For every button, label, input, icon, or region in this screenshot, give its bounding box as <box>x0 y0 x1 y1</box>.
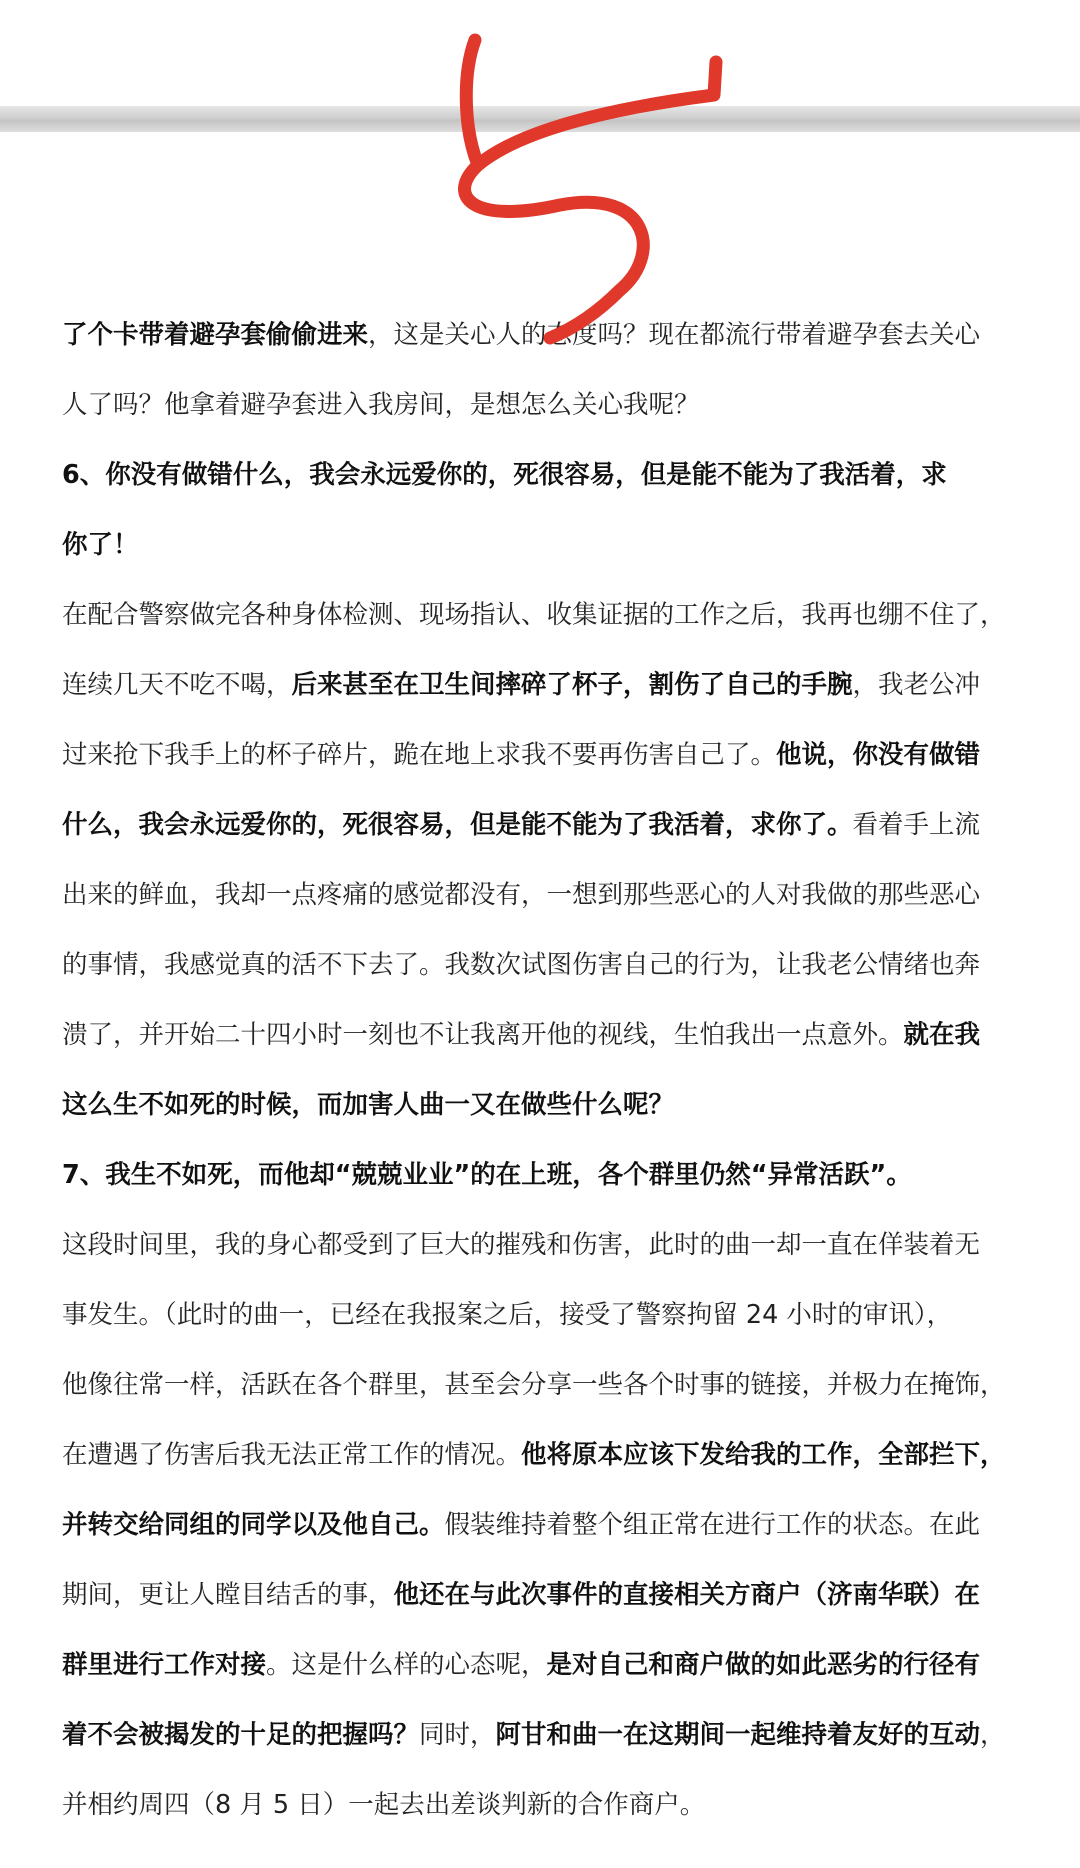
bold-text-segment: 什么，我会永远爱你的，死很容易，但是能不能为了我活着，求你了。 <box>62 810 853 840</box>
text-segment: ， <box>980 1720 1006 1750</box>
bold-text-segment: 6、你没有做错什么，我会永远爱你的，死很容易，但是能不能为了我活着，求 <box>62 460 947 490</box>
text-line <box>62 1420 1006 1490</box>
text-segment: 出来的鲜血，我却一点疼痛的感觉都没有，一想到那些恶心的人对我做的那些恶心 <box>62 880 981 910</box>
text-line <box>62 300 1002 370</box>
text-line <box>62 1630 1002 1700</box>
text-segment: 期间，更让人瞠目结舌的事， <box>62 1580 394 1610</box>
text-line <box>62 1210 1002 1280</box>
text-line <box>62 1140 1002 1210</box>
text-line <box>62 510 1002 580</box>
bold-text-segment: 这么生不如死的时候，而加害人曲一又在做些什么呢？ <box>62 1090 675 1120</box>
bold-text-segment: 就在我 <box>903 1020 981 1050</box>
page-divider <box>0 106 1080 132</box>
text-line <box>62 1280 1002 1350</box>
text-segment: 溃了，并开始二十四小时一刻也不让我离开他的视线，生怕我出一点意外。 <box>62 1020 904 1050</box>
text-segment: 在遭遇了伤害后我无法正常工作的情况。 <box>62 1440 522 1470</box>
text-segment: 的事情，我感觉真的活不下去了。我数次试图伤害自己的行为，让我老公情绪也奔 <box>62 950 981 980</box>
text-segment: ，我老公冲 <box>852 670 981 700</box>
text-line <box>62 370 1002 440</box>
bold-text-segment: 他说，你没有做错 <box>776 740 981 770</box>
bold-text-segment: 后来甚至在卫生间摔碎了杯子，割伤了自己的手腕 <box>291 670 853 700</box>
text-line <box>62 720 1002 790</box>
bold-text-segment: 了个卡带着避孕套偷偷进来 <box>62 320 369 350</box>
document-body <box>62 300 1006 1840</box>
text-segment: 同时， <box>419 1720 496 1750</box>
text-segment: 看着手上流 <box>852 810 981 840</box>
bold-text-segment: 7、我生不如死，而他却“兢兢业业”的在上班，各个群里仍然“异常活跃”。 <box>62 1160 912 1190</box>
bold-text-segment: 你了！ <box>62 530 139 560</box>
bold-text-segment: 着不会被揭发的十足的把握吗？ <box>62 1720 420 1750</box>
text-line <box>62 1000 1002 1070</box>
text-line <box>62 1560 1002 1630</box>
bold-text-segment: 阿甘和曲一在这期间一起维持着友好的互动 <box>495 1720 981 1750</box>
text-line <box>62 860 1002 930</box>
bold-text-segment: 并转交给同组的同学以及他自己。 <box>62 1510 445 1540</box>
text-segment: 连续几天不吃不喝， <box>62 670 292 700</box>
text-line <box>62 1770 1002 1840</box>
text-line <box>62 1350 1006 1420</box>
text-segment: 。这是什么样的心态呢， <box>266 1650 547 1680</box>
text-line <box>62 930 1002 1000</box>
text-line <box>62 790 1002 860</box>
text-segment: 事发生。（此时的曲一，已经在我报案之后，接受了警察拘留 24 小时的审讯）， <box>62 1300 953 1330</box>
bold-text-segment: 他还在与此次事件的直接相关方商户（济南华联）在 <box>393 1580 981 1610</box>
text-segment: 过来抢下我手上的杯子碎片，跪在地上求我不要再伤害自己了。 <box>62 740 777 770</box>
text-segment: 这段时间里，我的身心都受到了巨大的摧残和伤害，此时的曲一却一直在佯装着无 <box>62 1230 981 1260</box>
text-line <box>62 440 1002 510</box>
text-segment: 在配合警察做完各种身体检测、现场指认、收集证据的工作之后，我再也绷不住了， <box>62 600 1006 630</box>
text-line <box>62 650 1002 720</box>
text-segment: 假装维持着整个组正常在进行工作的状态。在此 <box>444 1510 981 1540</box>
bold-text-segment: 他将原本应该下发给我的工作，全部拦下， <box>521 1440 1006 1470</box>
text-segment: ，这是关心人的态度吗？现在都流行带着避孕套去关心 <box>368 320 981 350</box>
text-line <box>62 1070 1002 1140</box>
text-line <box>62 1490 1002 1560</box>
bold-text-segment: 群里进行工作对接 <box>62 1650 267 1680</box>
bold-text-segment: 是对自己和商户做的如此恶劣的行径有 <box>546 1650 981 1680</box>
text-segment: 人了吗？他拿着避孕套进入我房间，是想怎么关心我呢？ <box>62 390 700 420</box>
text-segment: 他像往常一样，活跃在各个群里，甚至会分享一些各个时事的链接，并极力在掩饰， <box>62 1370 1006 1400</box>
text-segment: 并相约周四（8 月 5 日）一起去出差谈判新的合作商户。 <box>62 1790 706 1820</box>
text-line <box>62 1700 1006 1770</box>
text-line <box>62 580 1006 650</box>
